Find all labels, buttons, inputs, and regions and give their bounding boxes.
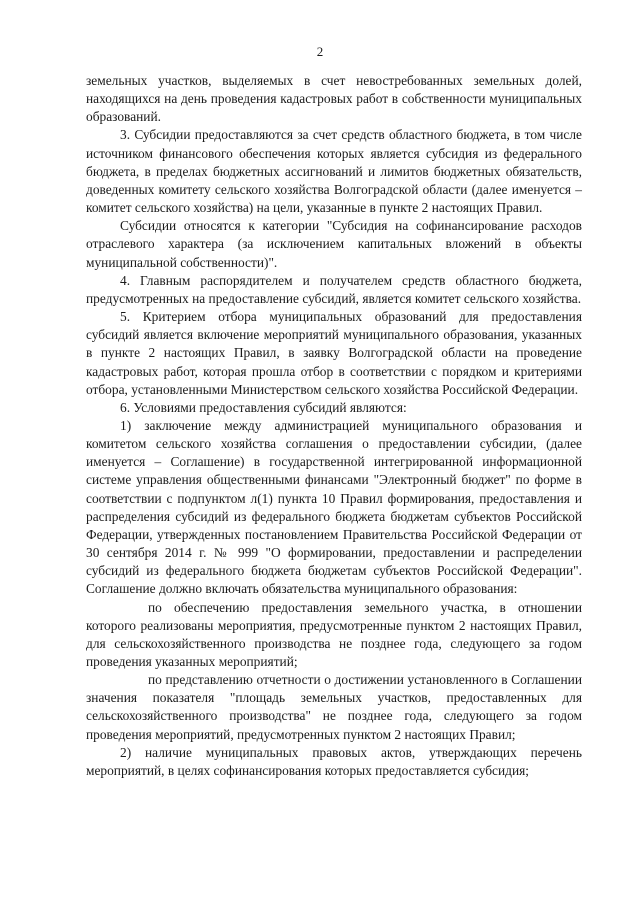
- paragraph-obligation-report: по представлению отчетности о достижении установленного в Соглашении значения показателя "площадь земельных участков, предоставленных для сельскохозяйственного производства" не позднее года, следующего за годом проведения мероприятий, предусмотренных пунктом 2 настоящих Правил;: [86, 672, 582, 742]
- paragraph-item-3: 3. Субсидии предоставляются за счет средств областного бюджета, в том числе источником финансового обеспечения которых является субсидия из федерального бюджета, в пределах бюджетных ассигнований и лимитов бюджетных обязательств, доведенных комитету сельского хозяйства Волгоградской области (далее именуется – комитет сельского хозяйства) на цели, указанные в пункте 2 настоящих Правил.: [86, 127, 582, 216]
- paragraph-continuation: земельных участков, выделяемых в счет невостребованных земельных долей, находящихся на день проведения кадастровых работ в собственности муниципальных образований.: [86, 73, 582, 125]
- page-number: 2: [316, 44, 324, 59]
- document-body: [86, 72, 582, 780]
- paragraph-subitem-2: 2) наличие муниципальных правовых актов, утверждающих перечень мероприятий, в целях софинансирования которых предоставляется субсидия;: [86, 744, 582, 778]
- paragraph-item-6: 6. Условиями предоставления субсидий являются:: [120, 399, 407, 415]
- paragraph-item-4: 4. Главным распорядителем и получателем средств областного бюджета, предусмотренных на предоставление субсидий, является комитет сельского хозяйства.: [86, 272, 582, 306]
- paragraph-item-5: 5. Критерием отбора муниципальных образований для предоставления субсидий является включение мероприятий муниципального образования, указанных в пункте 2 настоящих Правил, в заявку Волгоградской области на проведение кадастровых работ, которая прошла отбор в соответствии с порядком и критериями отбора, установленными Министерством сельского хозяйства Российской Федерации.: [86, 309, 582, 397]
- paragraph-obligation-land: по обеспечению предоставления земельного участка, в отношении которого реализованы мероприятия, предусмотренные пунктом 2 настоящих Правил, для сельскохозяйственного производства не позднее года, следующего за годом проведения указанных мероприятий;: [86, 599, 582, 669]
- paragraph-subsidy-category: Субсидии относятся к категории "Субсидия на софинансирование расходов отраслевого характера (за исключением капитальных вложений в объекты муниципальной собственности)".: [86, 218, 582, 270]
- paragraph-subitem-1: 1) заключение между администрацией муниципального образования и комитетом сельского хозяйства соглашения о предоставлении субсидии, (далее именуется – Соглашение) в государственной интегрированной информационной системе управления общественными финансами "Электронный бюджет" по форме в соответствии с подпунктом л(1) пункта 10 Правил формирования, предоставления и распределения субсидий из федерального бюджета бюджетам субъектов Российской Федерации, утвержденных постановлением Правительства Российской Федерации от 30 сентября 2014 г. № 999 "О формировании, предоставлении и распределении субсидий из федерального бюджета бюджетам субъектов Российской Федерации". Соглашение должно включать обязательства муниципального образования:: [86, 417, 582, 597]
